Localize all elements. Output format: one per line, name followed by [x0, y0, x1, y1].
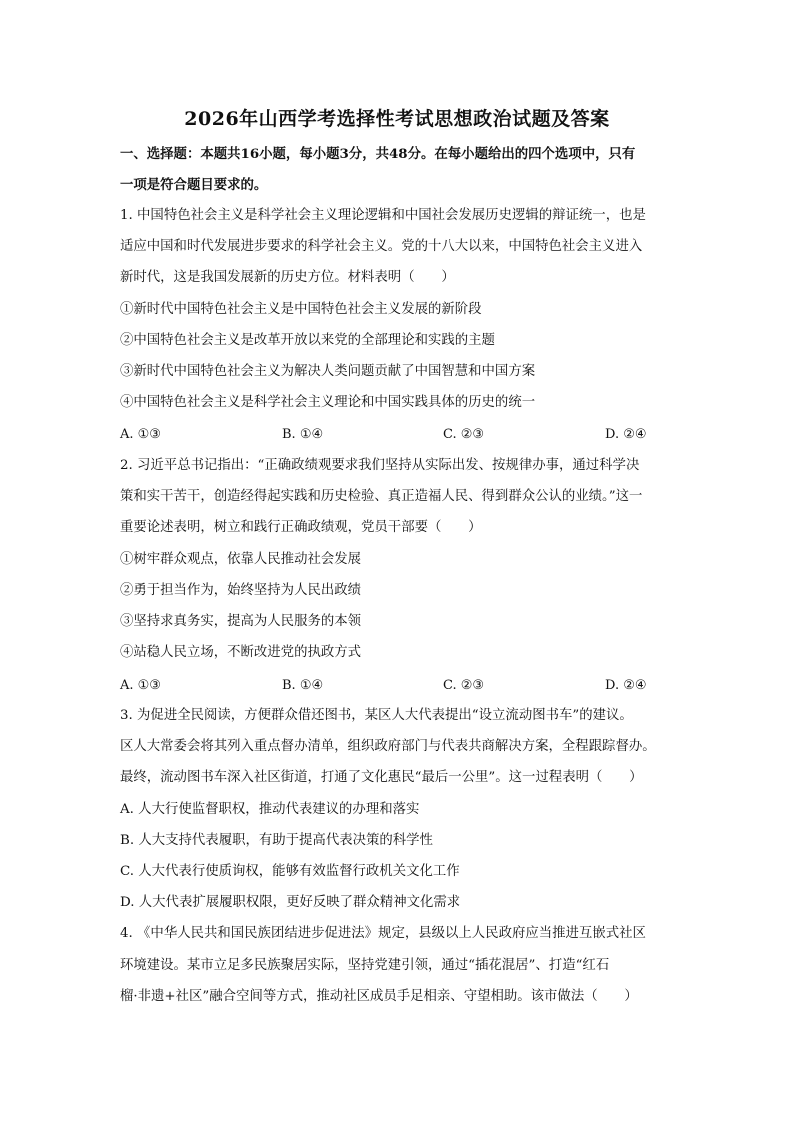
question-2-stem-line: 重要论述表明，树立和践行正确政绩观，党员干部要（ ） [120, 520, 482, 535]
section-header-line: 一项是符合题目要求的。 [120, 177, 268, 193]
question-1-statement: ①新时代中国特色社会主义是中国特色社会主义发展的新阶段 [120, 302, 482, 317]
question-3-option: C. 人大代表行使质询权，能够有效监督行政机关文化工作 [120, 864, 460, 879]
question-1-statement: ③新时代中国特色社会主义为解决人类问题贡献了中国智慧和中国方案 [120, 364, 536, 379]
option-b: B. ①④ [282, 678, 324, 693]
page-title: 2026年山西学考选择性考试思想政治试题及答案 [184, 108, 610, 130]
question-4-stem-line: 环境建设。某市立足多民族聚居实际，坚持党建引领，通过“插花混居”、打造“红石 [120, 958, 610, 973]
option-d: D. ②④ [605, 427, 647, 442]
option-b: B. ①④ [282, 427, 324, 442]
question-2-stem-line: 策和实干苦干，创造经得起实践和历史检验、真正造福人民、得到群众公认的业绩。”这一 [120, 489, 643, 504]
question-4-stem-line: 4. 《中华人民共和国民族团结进步促进法》规定，县级以上人民政府应当推进互嵌式社区 [120, 926, 646, 941]
question-2-stem-line: 2. 习近平总书记指出：“正确政绩观要求我们坚持从实际出发、按规律办事，通过科学决 [120, 458, 640, 473]
question-3-option: B. 人大支持代表履职，有助于提高代表决策的科学性 [120, 833, 433, 848]
question-3-stem-line: 3. 为促进全民阅读，方便群众借还图书，某区人大代表提出“设立流动图书车”的建议。 [120, 708, 633, 723]
question-1-stem-line: 1. 中国特色社会主义是科学社会主义理论逻辑和中国社会发展历史逻辑的辩证统一，也是 [120, 208, 646, 223]
option-a: A. ①③ [120, 427, 161, 442]
question-3-option: D. 人大代表扩展履职权限，更好反映了群众精神文化需求 [120, 895, 461, 910]
question-4-stem-line: 榴·非遗+社区”融合空间等方式，推动社区成员手足相亲、守望相助。该市做法（ ） [120, 989, 638, 1004]
option-c: C. ②③ [443, 678, 485, 693]
option-c: C. ②③ [443, 427, 485, 442]
question-1-statement: ②中国特色社会主义是改革开放以来党的全部理论和实践的主题 [120, 333, 495, 348]
question-1-stem-line: 新时代，这是我国发展新的历史方位。材料表明（ ） [120, 270, 455, 285]
question-3-option: A. 人大行使监督职权，推动代表建议的办理和落实 [120, 802, 420, 817]
question-2-statement: ③坚持求真务实，提高为人民服务的本领 [120, 614, 362, 629]
question-3-stem-line: 最终，流动图书车深入社区街道，打通了文化惠民“最后一公里”。这一过程表明（ ） [120, 770, 643, 785]
question-2-statement: ②勇于担当作为，始终坚持为人民出政绩 [120, 583, 362, 598]
question-1-stem-line: 适应中国和时代发展进步要求的科学社会主义。党的十八大以来，中国特色社会主义进入 [120, 239, 643, 254]
question-2-statement: ④站稳人民立场，不断改进党的执政方式 [120, 645, 362, 660]
question-3-stem-line: 区人大常委会将其列入重点督办清单，组织政府部门与代表共商解决方案，全程跟踪督办。 [120, 739, 656, 754]
question-1-options [120, 426, 680, 444]
question-2-statement: ①树牢群众观点，依靠人民推动社会发展 [120, 552, 362, 567]
question-2-options [120, 677, 680, 695]
option-d: D. ②④ [605, 678, 647, 693]
option-a: A. ①③ [120, 678, 161, 693]
question-1-statement: ④中国特色社会主义是科学社会主义理论和中国实践具体的历史的统一 [120, 395, 536, 410]
section-header-line: 一、选择题：本题共16小题，每小题3分，共48分。在每小题给出的四个选项中，只有 [120, 146, 636, 162]
